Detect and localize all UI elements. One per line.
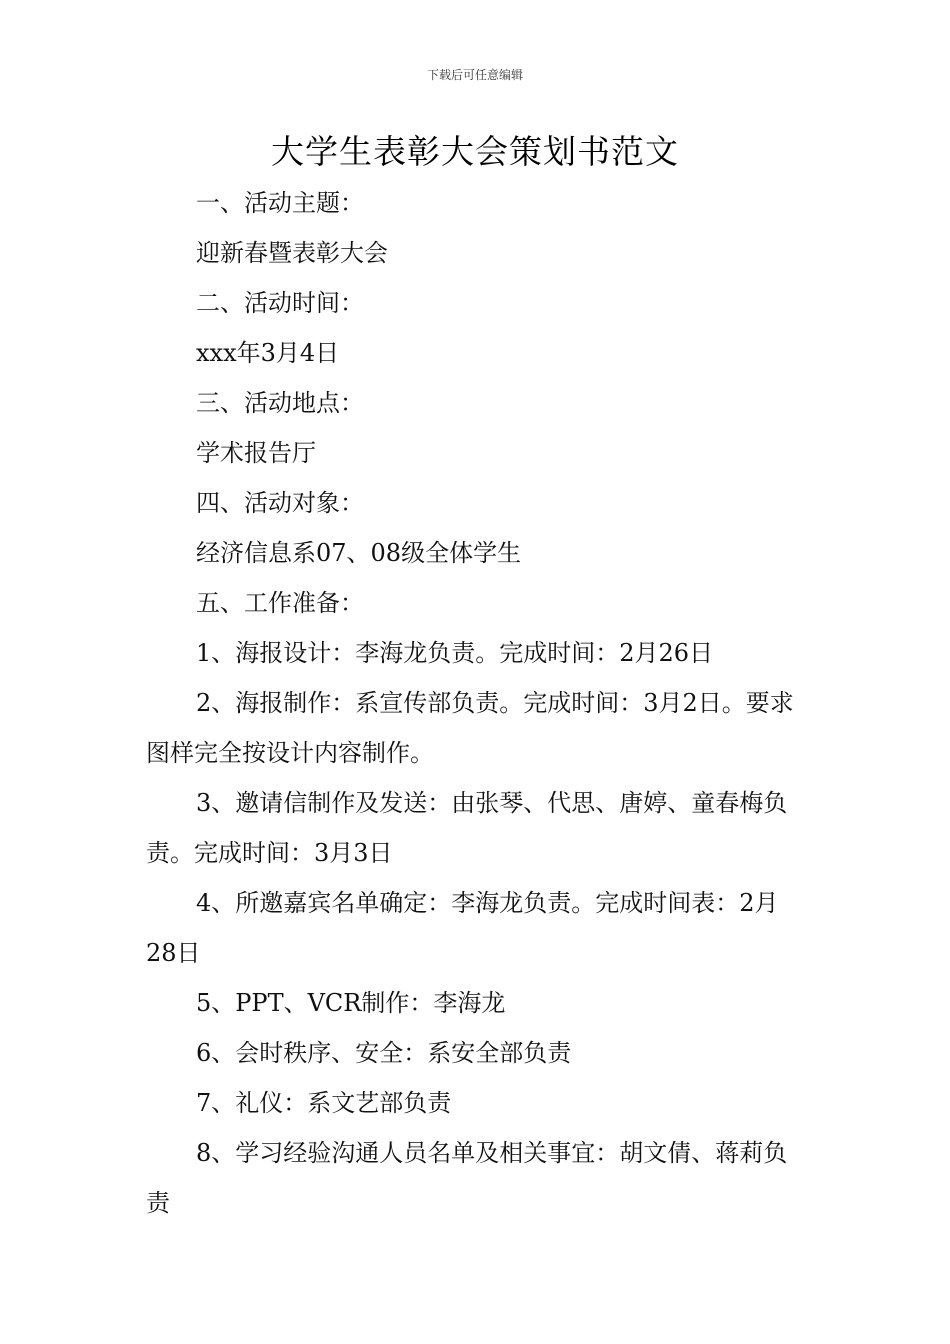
list-item-8: 8、学习经验沟通人员名单及相关事宜：胡文倩、蒋莉负责 <box>146 1139 788 1217</box>
list-item-6: 6、会时秩序、安全：系安全部负责 <box>196 1039 572 1067</box>
paragraph-time: xxx年3月4日 <box>196 339 340 367</box>
list-item-4: 4、所邀嘉宾名单确定：李海龙负责。完成时间表：2月28日 <box>146 889 779 967</box>
document-title: 大学生表彰大会策划书范文 <box>271 132 679 171</box>
list-item-2: 2、海报制作：系宣传部负责。完成时间：3月2日。要求图样完全按设计内容制作。 <box>146 689 794 767</box>
section-heading-theme: 一、活动主题： <box>196 189 364 217</box>
section-heading-preparation: 五、工作准备： <box>196 589 364 617</box>
paragraph-audience: 经济信息系07、08级全体学生 <box>196 539 522 567</box>
paragraph-location: 学术报告厅 <box>196 439 316 467</box>
list-item-1: 1、海报设计：李海龙负责。完成时间：2月26日 <box>196 639 714 667</box>
list-item-3: 3、邀请信制作及发送：由张琴、代思、唐婷、童春梅负责。完成时间：3月3日 <box>146 789 788 867</box>
section-heading-audience: 四、活动对象： <box>196 489 364 517</box>
document-body <box>146 178 808 1228</box>
header-note: 下载后可任意编辑 <box>426 68 523 82</box>
list-item-5: 5、PPT、VCR制作：李海龙 <box>196 989 506 1017</box>
paragraph-theme: 迎新春暨表彰大会 <box>196 239 388 267</box>
section-heading-location: 三、活动地点： <box>196 389 364 417</box>
list-item-7: 7、礼仪：系文艺部负责 <box>196 1089 452 1117</box>
section-heading-time: 二、活动时间： <box>196 289 364 317</box>
